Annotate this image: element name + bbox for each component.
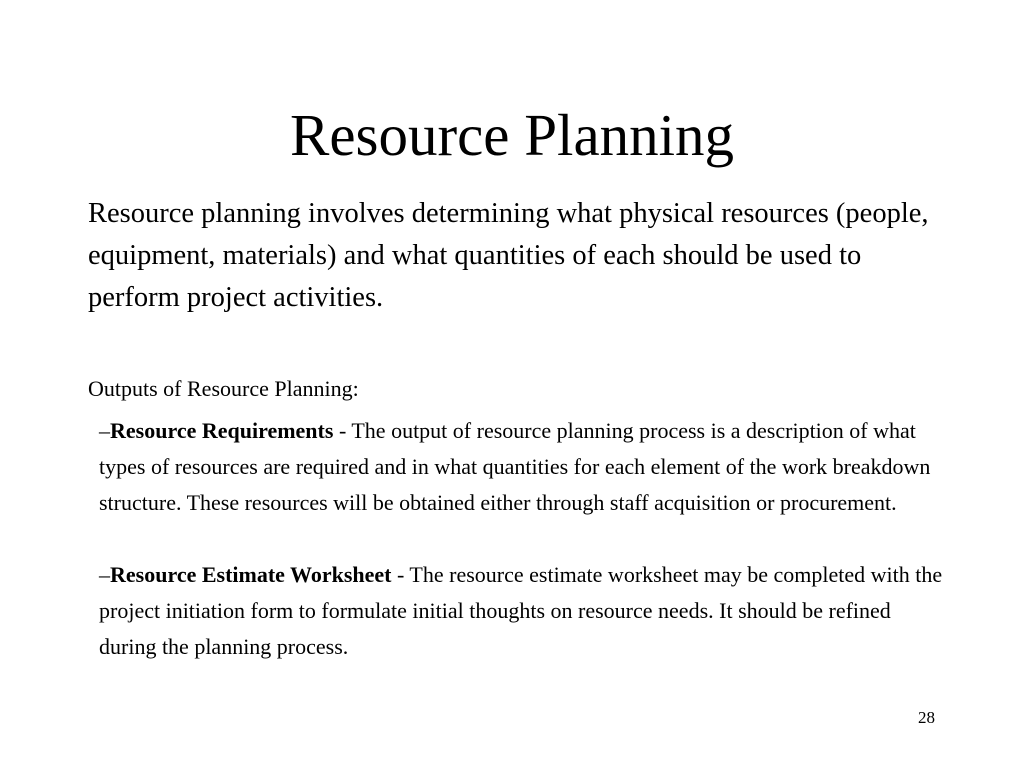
outputs-heading: Outputs of Resource Planning: [88,376,359,401]
output-term: Resource Estimate Worksheet [110,562,392,587]
output-item-resource-requirements [99,413,949,521]
output-description: - The output of resource planning process is a description of what types of resources are required and in what quantities for each element of the work breakdown structure. These resources will be obtained either through staff acquisition or procurement. [99,418,931,515]
output-term: Resource Requirements [110,418,334,443]
slide-title: Resource Planning [289,102,735,168]
page-number: 28 [918,708,935,727]
output-dash: – [99,418,110,443]
output-item-resource-estimate-worksheet [99,557,949,665]
intro-paragraph: Resource planning involves determining what physical resources (people, equipment, materials) and what quantities of each should be used to perform project activities. [88,198,929,313]
output-description: - The resource estimate worksheet may be completed with the project initiation form to formulate initial thoughts on resource needs. It should be refined during the planning process. [99,562,943,659]
output-dash: – [99,562,110,587]
